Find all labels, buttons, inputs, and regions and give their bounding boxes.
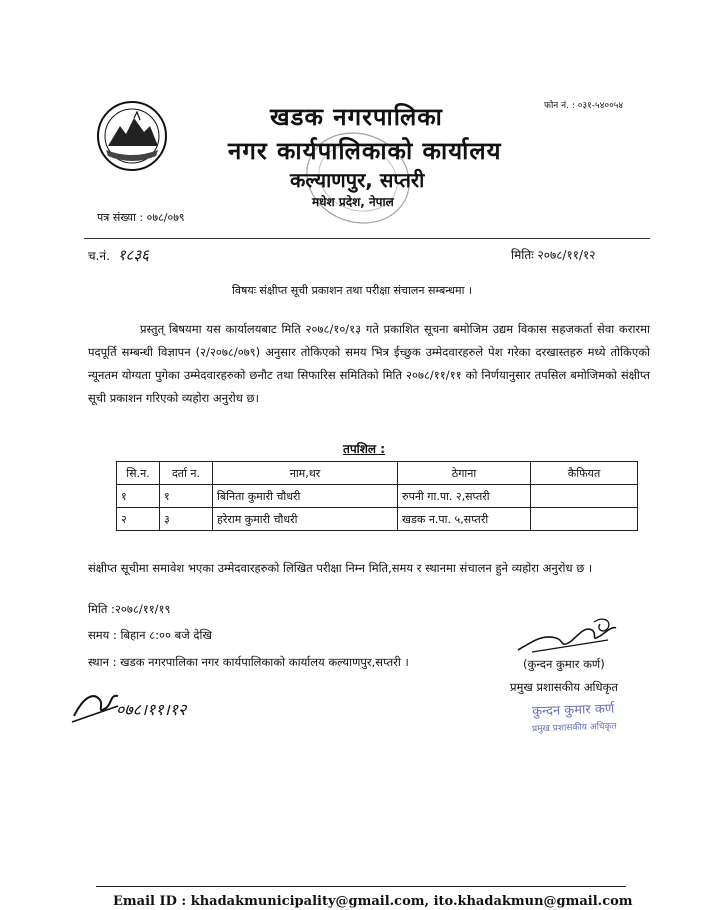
cell-serial: २	[117, 508, 160, 531]
exam-notice: संक्षीप्त सूचीमा समावेश भएका उम्मेदवारहरुको लिखित परीक्षा निम्न मिति,समय र स्थानमा संचालन हुने व्यहोरा अनुरोध छ ।	[88, 561, 593, 575]
dispatch-label: च.नं.	[88, 249, 110, 263]
municipality-name: खडक नगरपालिका	[270, 103, 443, 131]
initials-date: ०७८।११।१२	[116, 700, 187, 719]
cell-address: रुपनी गा.पा. २,सप्तरी	[398, 485, 531, 508]
office-place: कल्याणपुर, सप्तरी	[290, 168, 425, 192]
office-province: मधेश प्रदेश, नेपाल	[312, 195, 394, 209]
phone-number: फोन नं. : ०३१-५४००५४	[544, 101, 624, 111]
col-name: नाम,थर	[213, 462, 398, 485]
letter-date: मितिः २०७८/११/१२	[511, 248, 596, 262]
dispatch-number	[88, 245, 149, 265]
table-row	[117, 508, 638, 531]
col-reg-no: दर्ता न.	[160, 462, 213, 485]
cell-serial: १	[117, 485, 160, 508]
subject-line: विषयः संक्षीप्त सूची प्रकाशन तथा परीक्षा संचालन सम्बन्धमा ।	[232, 284, 473, 297]
dispatch-value: १८३६	[117, 246, 149, 264]
footer-email: Email ID : khadakmunicipality@gmail.com, ito.khadakmun@gmail.com	[113, 894, 633, 909]
col-remarks: कैफियत	[531, 462, 638, 485]
signature	[512, 612, 622, 660]
table-header-row	[117, 462, 638, 485]
table-row	[117, 485, 638, 508]
stamp-designation: प्रमुख प्रशासकीय अधिकृत	[531, 721, 617, 735]
cell-address: खडक न.पा. ५,सप्तरी	[398, 508, 531, 531]
exam-date: मिति :२०७८/११/१९	[88, 602, 171, 616]
footer-divider	[96, 886, 626, 887]
cell-name: हरेराम कुमारी चौधरी	[213, 508, 398, 531]
header-divider	[84, 238, 650, 239]
cell-remarks	[531, 508, 638, 531]
exam-venue: स्थान : खडक नगरपालिका नगर कार्यपालिकाको कार्यालय कल्याणपुर,सप्तरी ।	[88, 655, 409, 669]
col-address: ठेगाना	[398, 462, 531, 485]
exam-time: समय : बिहान ८:०० बजे देखि	[88, 628, 212, 642]
body-paragraph: प्रस्तुत् बिषयमा यस कार्यालयबाट मिति २०७८/१०/१३ गते प्रकाशित सूचना बमोजिम उद्यम विकास सहजकर्ता सेवा करारमा पदपूर्ति सम्बन्धी विज्ञापन (२/२०७८/०७९) अनुसार तोकिएको समय भित्र ईच्छुक उम्मेदवारहरुले पेश गरेका दरखास्तहरु मध्ये तोकिएको न्यूनतम योग्यता पुगेका उम्मेदवारहरुको छनौट तथा सिफारिस समितिको मिति २०७८/११/११ को निर्णयानुसार तपसिल बमोजिमको संक्षीप्त सूची प्रकाशन गरिएको व्यहोरा अनुरोध छ।	[88, 322, 650, 405]
cell-name: बिनिता कुमारी चौधरी	[213, 485, 398, 508]
letter-number: पत्र संख्या : ०७८/०७९	[97, 211, 185, 224]
signatory-name: (कुन्दन कुमार कर्ण)	[523, 657, 605, 671]
table-caption: तपशिल :	[343, 442, 386, 456]
cell-remarks	[531, 485, 638, 508]
stamp-name: कुन्दन कुमार कर्ण	[531, 701, 615, 720]
office-name: नगर कार्यपालिकाको कार्यालय	[228, 137, 502, 165]
cell-reg-no: १	[160, 485, 213, 508]
col-serial: सि.न.	[117, 462, 160, 485]
candidate-table	[116, 461, 638, 531]
cell-reg-no: ३	[160, 508, 213, 531]
signatory-designation: प्रमुख प्रशासकीय अधिकृत	[510, 680, 618, 694]
emblem-logo	[96, 100, 168, 172]
